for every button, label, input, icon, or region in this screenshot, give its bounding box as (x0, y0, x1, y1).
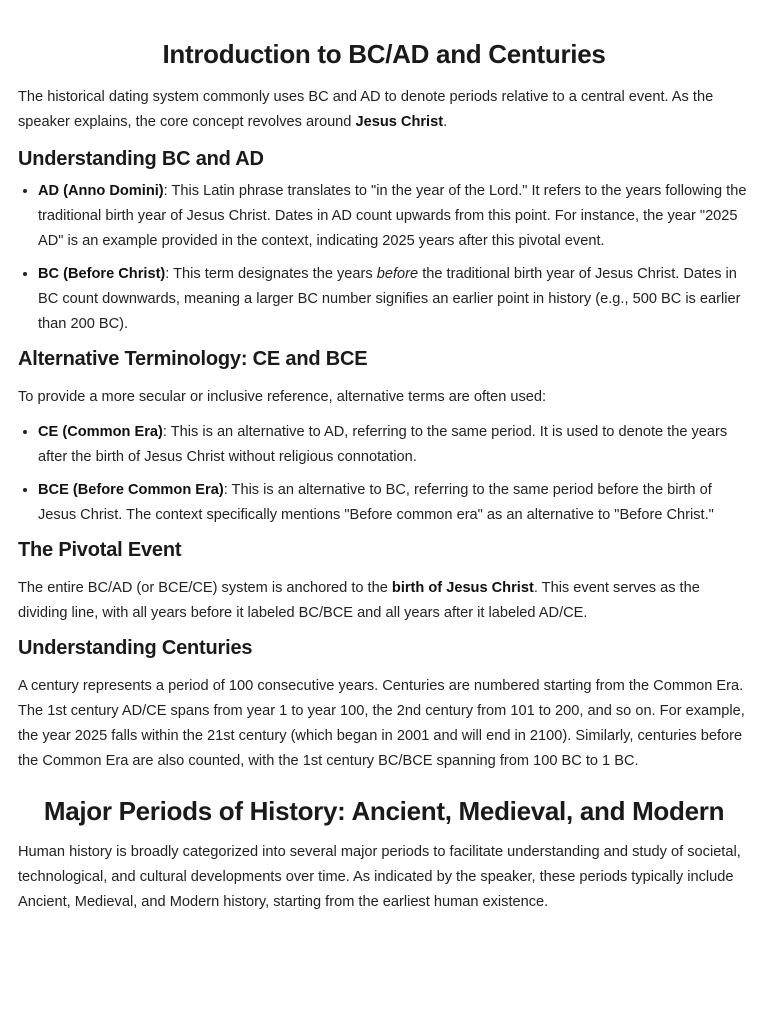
pivotal-text: The entire BC/AD (or BCE/CE) system is anchored to the (18, 580, 392, 596)
page-title: Introduction to BC/AD and Centuries (162, 39, 606, 69)
pivotal-bold: birth of Jesus Christ (391, 580, 534, 596)
term-ad: AD (Anno Domini) (38, 183, 164, 199)
desc-bce: : This is an alternative to BC, referring to the same period before the birth of Jesus Christ. The context specifically mentions "Before common era" as an alternative to "Before Christ." (38, 482, 714, 523)
list-item-bce (38, 478, 750, 528)
desc-ce: : This is an alternative to AD, referring to the same period. It is used to denote the years after the birth of Jesus Christ without religious connotation. (38, 424, 728, 465)
heading-pivotal: The Pivotal Event (18, 539, 182, 561)
term-bc: BC (Before Christ) (38, 266, 166, 282)
intro-text: The historical dating system commonly uses BC and AD to denote periods relative to a central event. As the speaker explains, the core concept revolves around (18, 89, 714, 130)
pivotal-paragraph (18, 576, 750, 626)
list-item-bc (38, 262, 750, 337)
term-bce: BCE (Before Common Era) (38, 482, 224, 498)
heading-centuries: Understanding Centuries (18, 637, 253, 659)
centuries-paragraph: A century represents a period of 100 consecutive years. Centuries are numbered starting from the Common Era. The 1st century AD/CE spans from year 1 to year 100, the 2nd century from 101 to 200, and so on. For example, the year 2025 falls within the 21st century (which began in 2001 and will end in 2100). Similarly, centuries before the Common Era are also counted, with the 1st century BC/BCE spanning from 100 BC to 1 BC. (18, 678, 745, 769)
intro-text-end: . (443, 114, 448, 130)
section-title-periods: Major Periods of History: Ancient, Medieval, and Modern (43, 796, 725, 826)
term-ce: CE (Common Era) (38, 424, 163, 440)
desc-bc-start: : This term designates the years (165, 266, 377, 282)
heading-ce-bce: Alternative Terminology: CE and BCE (18, 348, 368, 370)
desc-ad: : This Latin phrase translates to "in the year of the Lord." It refers to the years following the traditional birth year of Jesus Christ. Dates in AD count upwards from this point. For instance, the year "2025 AD" is an example provided in the context, indicating 2025 years after this pivotal event. (38, 183, 747, 249)
periods-paragraph: Human history is broadly categorized into several major periods to facilitate understanding and study of societal, technological, and cultural developments over time. As indicated by the speaker, these periods typically include Ancient, Medieval, and Modern history, starting from the earliest human existence. (18, 844, 741, 910)
list-item-ad (38, 179, 750, 254)
list-ce-bce (18, 420, 750, 528)
intro-paragraph (18, 85, 750, 135)
ce-bce-lead: To provide a more secular or inclusive reference, alternative terms are often used: (18, 389, 547, 405)
list-bc-ad (18, 179, 750, 337)
desc-bc-italic: before (376, 266, 419, 282)
desc-bc-end: the traditional birth year of Jesus Christ. Dates in BC count downwards, meaning a larger BC number signifies an earlier point in history (e.g., 500 BC is earlier than 200 BC). (38, 266, 741, 332)
heading-bc-ad: Understanding BC and AD (18, 148, 264, 170)
list-item-ce (38, 420, 750, 470)
pivotal-text-end: . This event serves as the dividing line, with all years before it labeled BC/BCE and all years after it labeled AD/CE. (18, 580, 700, 621)
intro-bold: Jesus Christ (355, 114, 444, 130)
